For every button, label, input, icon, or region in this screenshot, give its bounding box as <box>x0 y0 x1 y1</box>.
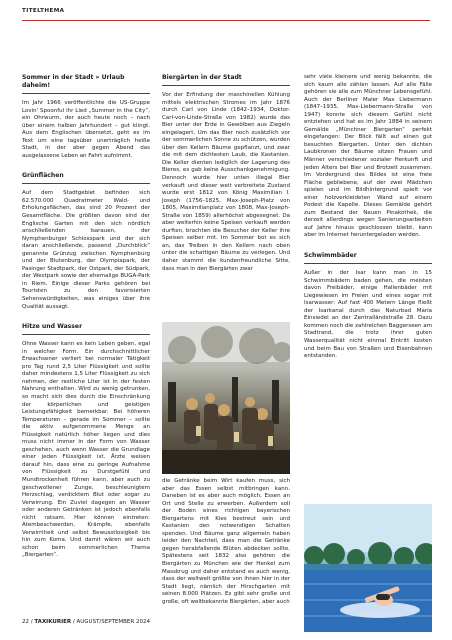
issue-date: AUGUST/SEPTEMBER 2024 <box>76 619 150 625</box>
footer: 22 / TAXIKURIER / AUGUST/SEPTEMBER 2024 <box>22 619 150 625</box>
section-tag: TITELTHEMA <box>22 8 65 14</box>
swimmer-photo <box>304 504 432 632</box>
heading-summer-in-the-city: Sommer in der Stadt » Urlaub daheim! <box>22 74 150 94</box>
column-2-continued <box>162 478 290 618</box>
magazine-name: TAXIKURIER <box>34 619 72 625</box>
column-3 <box>304 74 432 373</box>
paragraph-hitze-und-wasser: Ohne Wasser kann es kein Leben geben, egal in welcher Form. Ein durchschnittlicher Erwachsener verliert bei normaler Tätigkeit pro Tag rund 2,5 Liter Flüssigkeit und sollte daher mindestens 1,5 Liter Flüssigkeit zu sich nehmen, der restliche Liter ist in der festen Nahrung enthalten. Wird zu wenig getrunken, so macht sich dies durch die Einschränkung der körperlichen und geistigen Leistungsfähigkeit bemerkbar. Bei höheren Temperaturen – gerade im Sommer – sollte die aktiv aufgenommene Menge an Flüssigkeit natürlich höher liegen und dies muss nicht immer in der Form von Wasser geschehen, auch wenn Wasser die Grundlage einer jeden Flüssigkeit ist. Ärzte weisen darauf hin, dass eine zu geringe Aufnahme von Flüssigkeit zu Durstgefühl und Mundtrockenheit führen kann, aber auch zu geschwollener Zunge, beschleunigtem Herzschlag, verdicktem Blut oder sogar zu Verwirrung. Ein Zuviel dagegen an Wasser oder anderen Getränken ist jedoch ebenfalls nicht ratsam. Hier können eintreten: Atembeschwerden, Krämpfe, ebenfalls Verwirrtheit und selbst Bewusstlosigkeit bis hin zum Koma. Und damit wären wir auch schon beim sommerlichen Thema „Biergarten“. <box>22 341 150 559</box>
heading-gruenflaechen: Grünflächen <box>22 172 150 184</box>
paragraph-intro: Im Jahr 1966 veröffentlichte die US-Gruppe Lovin' Spoonful ihr Lied „Summer in the City“, ein Ohrwurm, der auch heute noch – nach über einem halben Jahrhundert – gut klingt. Aus dem Englischen übersetzt, geht es im Text um eine tagsüber unerträglich heiße Stadt, in der aber gegen Abend das ausgelassene Leben an Fahrt aufnimmt. <box>22 100 150 159</box>
paragraph-schwimmbaeder: Außer in der Isar kann man in 15 Schwimmbädern baden gehen, die meisten davon Freibäder, einige Hallenbäder mit Liegewiesen im Freien und eines sogar mit Isarwasser: Auf fast 400 Metern Länge fließt der Isarkanal durch das Naturbad Maria Einsiedel an der Zentralländstraße 28. Dazu kommen noch die zahlreichen Baggerseen am Stadtrand, die trotz ihrer guten Wasserqualität nicht einmal Eintritt kosten und beim Bau von Straßen und Eisenbahnen entstanden. <box>304 270 432 360</box>
heading-schwimmbaeder: Schwimmbäder <box>304 252 432 264</box>
beer-garden-photo <box>162 322 290 474</box>
paragraph-gruenflaechen: Auf dem Stadtgebiet befinden sich 62.570.000 Quadratmeter Wald- und Erholungsflächen, das sind 20 Prozent der Gesamtfläche. Die größten davon sind der Englische Garten mit den sich nördlich anschließenden Isarauen, der Nymphenburger Schlosspark und der sich daran anschließende, passend „Durchblick“ genannte Grünzug zwischen Nymphenburg und der Blutenburg, der Olympiapark, der Pasinger Stadtpark, der Ostpark, der Südpark, der Westpark sowie der ehemalige BUGA-Park in Riem. Einige dieser Parks gehören bei Touristen zu den favorisierten Sehenswürdigkeiten, was einiges über ihre Qualität aussagt. <box>22 190 150 310</box>
paragraph-liebermann: sehr viele kleinere und wenig bekannte, die sich kaum alle zählen lassen. Auf alle Fälle gehören sie alle zum Münchner Lebensgefühl. Auch der Berliner Maler Max Liebermann (1847–1935, Max-Liebermann-Straße von 1947) konnte sich diesem Gefühl nicht entziehen und hat es im Jahr 1884 in seinem Gemälde „Münchner Biergarten“ perfekt eingefangen: Der Blick fällt auf einen gut besuchten Biergarten. Unter den dichten Laubkronen der Bäume sitzen Frauen und Männer verschiedener sozialer Herkunft und jeden Alters bei Bier und Brotzeit zusammen. Im Vordergrund des Bildes ist eine freie Fläche gebliebene, auf der zwei Mädchen spielen und im Bildhintergrund spielt vor einer holzverkleideten Wand auf einem Podest die Kapelle. Dieses Gemälde gehört zum Bestand der Neuen Pinakothek, die derzeit allerdings wegen Sanierungsarbeiten auf Jahre hinaus geschlossen bleibt, kann aber im Internet heruntergeladen werden. <box>304 74 432 239</box>
column-2 <box>162 74 290 285</box>
page-number: 22 <box>22 619 29 625</box>
heading-biergaerten: Biergärten in der Stadt <box>162 74 290 86</box>
paragraph-biergaerten-2: die Getränke beim Wirt kaufen muss, sich aber das Essen selbst mitbringen kann. Daneben ist es aber auch möglich, Essen an Ort und Stelle zu erwerben. Außerdem soll der Boden eines richtigen bayerischen Biergartens mit Kies bestreut sein und Kastanien den notwendigen Schatten spenden. Und Bäume ganz allgemein haben leider den Nachteil, dass man die Getränke gegen herabfallende Blüten abdecken sollte. Spätestens seit 1832 also gehören die Biergärten zu München wie der Henkel zum Masskrug und daher entstand es auch wenig, dass der weltweit größte von ihnen hier in der Stadt liegt, nämlich der Hirschgarten mit seinen 8.000 Plätzen. Es gibt sehr große und große, oft weltbekannte Biergärten, aber auch <box>162 478 290 605</box>
paragraph-biergaerten-1: Vor der Erfindung der maschinellen Kühlung mittels elektrischen Stromes im Jahr 1876 durch Carl von Linde (1842–1934, Doktor-Carl-von-Linde-Straße von 1982) wurde das Bier unter der Erde in Gewölben aus Ziegeln eingelagert. Um das Bier noch zusätzlich vor der sommerlichen Sonne zu schützen, wurden über den Kellern Bäume gepflanzt, und zwar die mit dem dichtesten Laub, die Kastanien. Die Keller dienten lediglich der Lagerung des Bieres, es gab keine Ausschankgenehmigung. Dennoch wurde hier unten illegal Bier verkauft und dieser weit verbreitete Zustand wurde erst 1812 von König Maximilian I. Joseph (1756–1825, Max-Joseph-Platz von 1805, Maximilianplatz von 1808, Max-Joseph-Straße von 1859) allerhöchst abgesegnet. Da aber weiterhin keine Speisen verkauft werden durften, brachten die Besucher der Keller ihre Speisen selber mit. Im Sommer bot es sich an, das Treiben in den Kellern nach oben unter die schattigen Bäume zu verlegen. Und daher stammt die kundenfreundliche Sitte, dass man in den Biergärten zwar <box>162 92 290 272</box>
top-rule <box>22 20 430 21</box>
heading-hitze-und-wasser: Hitze und Wasser <box>22 323 150 335</box>
column-1 <box>22 74 150 572</box>
